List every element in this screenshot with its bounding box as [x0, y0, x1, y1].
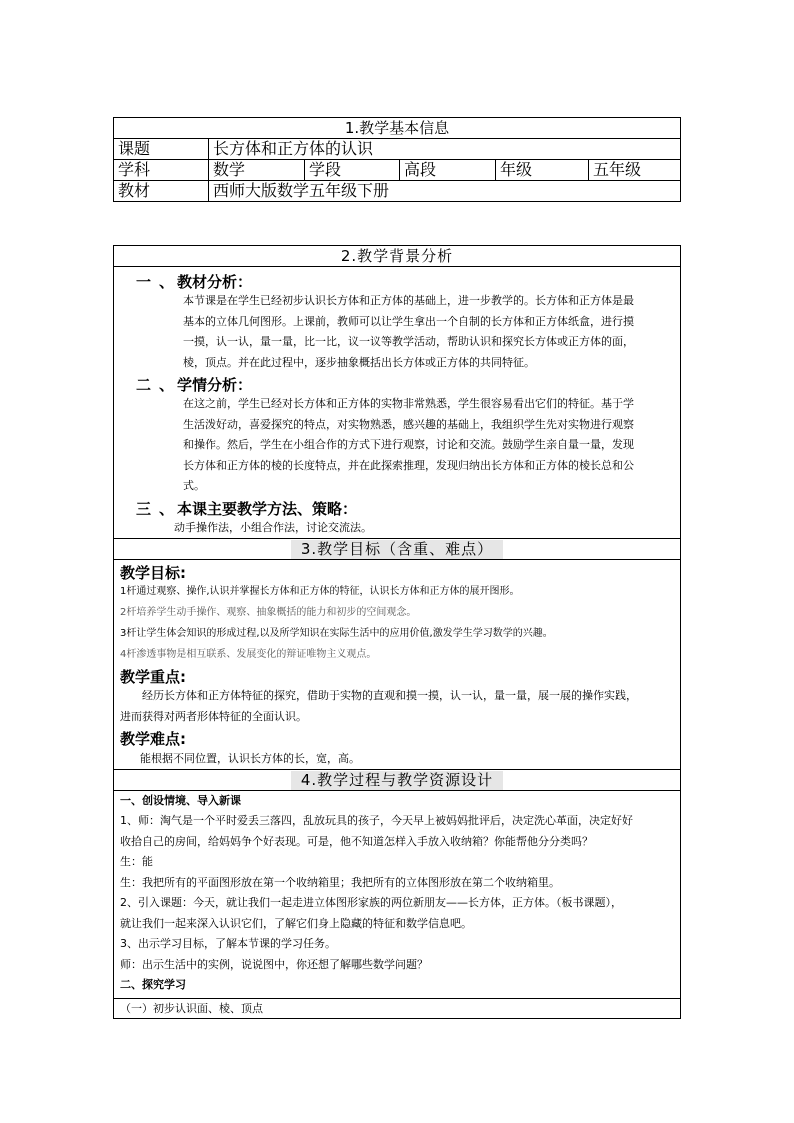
part2-title: 学情分析： — [177, 376, 253, 394]
key-points-text — [120, 686, 637, 727]
difficulty-heading: 教学难点: — [120, 730, 186, 748]
part2-line: 在这之前，学生已经对长方体和正方体的实物非常熟悉，学生很容易看出它们的特征。基于学 — [183, 397, 634, 410]
process-line: 生：能 — [120, 855, 153, 868]
grade-label: 年级 — [496, 160, 589, 181]
textbook-value: 西师大版数学五年级下册 — [209, 181, 681, 202]
discipline-label: 学科 — [114, 160, 209, 181]
process-lines — [120, 791, 633, 995]
subject-topic-value: 长方体和正方体的认识 — [209, 139, 681, 160]
part1-line: 基本的立体几何图形。上课前，教师可以让学生拿出一个自制的长方体和正方体纸盒，进行摸 — [183, 314, 634, 328]
stage-value: 高段 — [400, 160, 496, 181]
section4-title: 4.教学过程与教学资源设计 — [291, 771, 503, 790]
discipline-value: 数学 — [209, 160, 305, 181]
goal-item: 4杆渗透事物是相互联系、发展变化的辩证唯物主义观点。 — [120, 649, 377, 660]
part2-text — [183, 394, 634, 497]
goal-item: 1​杆通过观察、操作,认识并掌握长方体和正方体的特征，认识长方体和正方体的展开图形。 — [120, 586, 520, 597]
lesson-plan-box — [113, 245, 681, 1019]
stage-label: 学段 — [305, 160, 400, 181]
process-line: 师：出示生活中的实例，说说图中，你还想了解哪些数学问题？ — [120, 957, 428, 971]
section4-header — [114, 769, 680, 791]
part2-line: 长方体和正方体的棱的长度特点，并在此探索推理，发现归纳出长方体和正方体的棱长总和公 — [183, 458, 634, 472]
part2-line: 和操作。然后，学生在小组合作的方式下进行观察，讨论和交流。鼓励学生亲自量一量，发现 — [183, 438, 634, 451]
key-points-heading: 教学重点: — [120, 668, 186, 686]
part2-number: 二、 — [136, 376, 183, 394]
goal-item: 3杆让学生体会知识的形成过程,以及所学知识在实际生活中的应用价值,激发学生学习数学的兴趣。 — [120, 628, 553, 639]
part1-line: 棱，顶点。并在此过程中，逐步抽象概括出长方体或正方体的共同特征。 — [183, 355, 535, 369]
goal-item: 2杆培养学生动手操作、观察、抽象概括的能力和初步的空间观念。 — [120, 607, 417, 618]
part3-number: 三、 — [136, 500, 183, 518]
process-line: 1、师：淘气是一个平时爱丢三落四，乱放玩具的孩子，今天早上被妈妈批评后，决定洗心革面，决定好好 — [120, 814, 633, 827]
section2-header — [114, 246, 680, 267]
part1-title: 教材分析： — [177, 273, 253, 291]
part1-line: 一摸，认一认，量一量，比一比，议一议等教学活动，帮助认识和探究长方体或正方体的面， — [183, 335, 634, 348]
basic-info-table — [113, 117, 681, 202]
part3-title: 本课主要教学方法、策略： — [177, 500, 358, 518]
part2-line: 式。 — [183, 479, 205, 492]
subject-topic-label: 课题 — [114, 139, 209, 160]
process-heading: 一、创设情境、导入新课 — [120, 794, 241, 807]
part3-text: 动手操作法，小组合作法，讨论交流法。 — [174, 521, 372, 534]
process-line: 生：我把所有的平面图形放在第一个收纳箱里；我把所有的立体图形放在第二个收纳箱里。 — [120, 875, 560, 889]
part2-line: 生活泼好动，喜爱探究的特点，对实物熟悉，感兴趣的基础上，我组织学生先对实物进行观察 — [183, 417, 634, 431]
basic-info-title: 1.教学基本信息 — [114, 118, 681, 139]
process-line: 就让我们一起来深入认识它们，了解它们身上隐藏的特征和数学信息吧。 — [120, 916, 472, 930]
process-heading: 二、探究学习 — [120, 978, 186, 991]
goals-heading: 教学目标: — [120, 564, 186, 582]
process-line: 3、出示学习目标，了解本节课的学习任务。 — [120, 937, 336, 950]
key-point-line: 进而获得对两者形体特征的全面认识。 — [120, 709, 307, 723]
difficulty-text: 能根据不同位置，认识长方体的长，宽，高。 — [140, 752, 360, 765]
textbook-label: 教材 — [114, 181, 209, 202]
part1-number: 一、 — [136, 273, 183, 291]
process-line: 2、引入课题：今天，就让我们一起走进立体图形家族的两位新朋友——长方体，正方体。（板书课题）， — [120, 896, 622, 909]
section3-title: 3.教学目标（含重、难点） — [291, 540, 503, 559]
grade-value: 五年级 — [589, 160, 681, 181]
section3-header — [114, 538, 680, 560]
part1-line: 本节课是在学生已经初步认识长方体和正方体的基础上，进一步教学的。长方体和正方体是最 — [183, 294, 634, 307]
section2-title: 2.教学背景分析 — [340, 247, 454, 265]
process-line: 收拾自己的房间，给妈妈争个好表现。可是，他不知道怎样入手放入收纳箱？你能帮他分分类吗？ — [120, 834, 593, 848]
goals-list — [120, 581, 553, 665]
part1-text — [183, 291, 634, 373]
process-line: （一）初步认识面、棱、顶点 — [120, 1002, 263, 1015]
key-point-line: 经历长方体和正方体特征的探究，借助于实物的直观和摸一摸，认一认，量一量，展一展的操作实践， — [142, 689, 637, 702]
